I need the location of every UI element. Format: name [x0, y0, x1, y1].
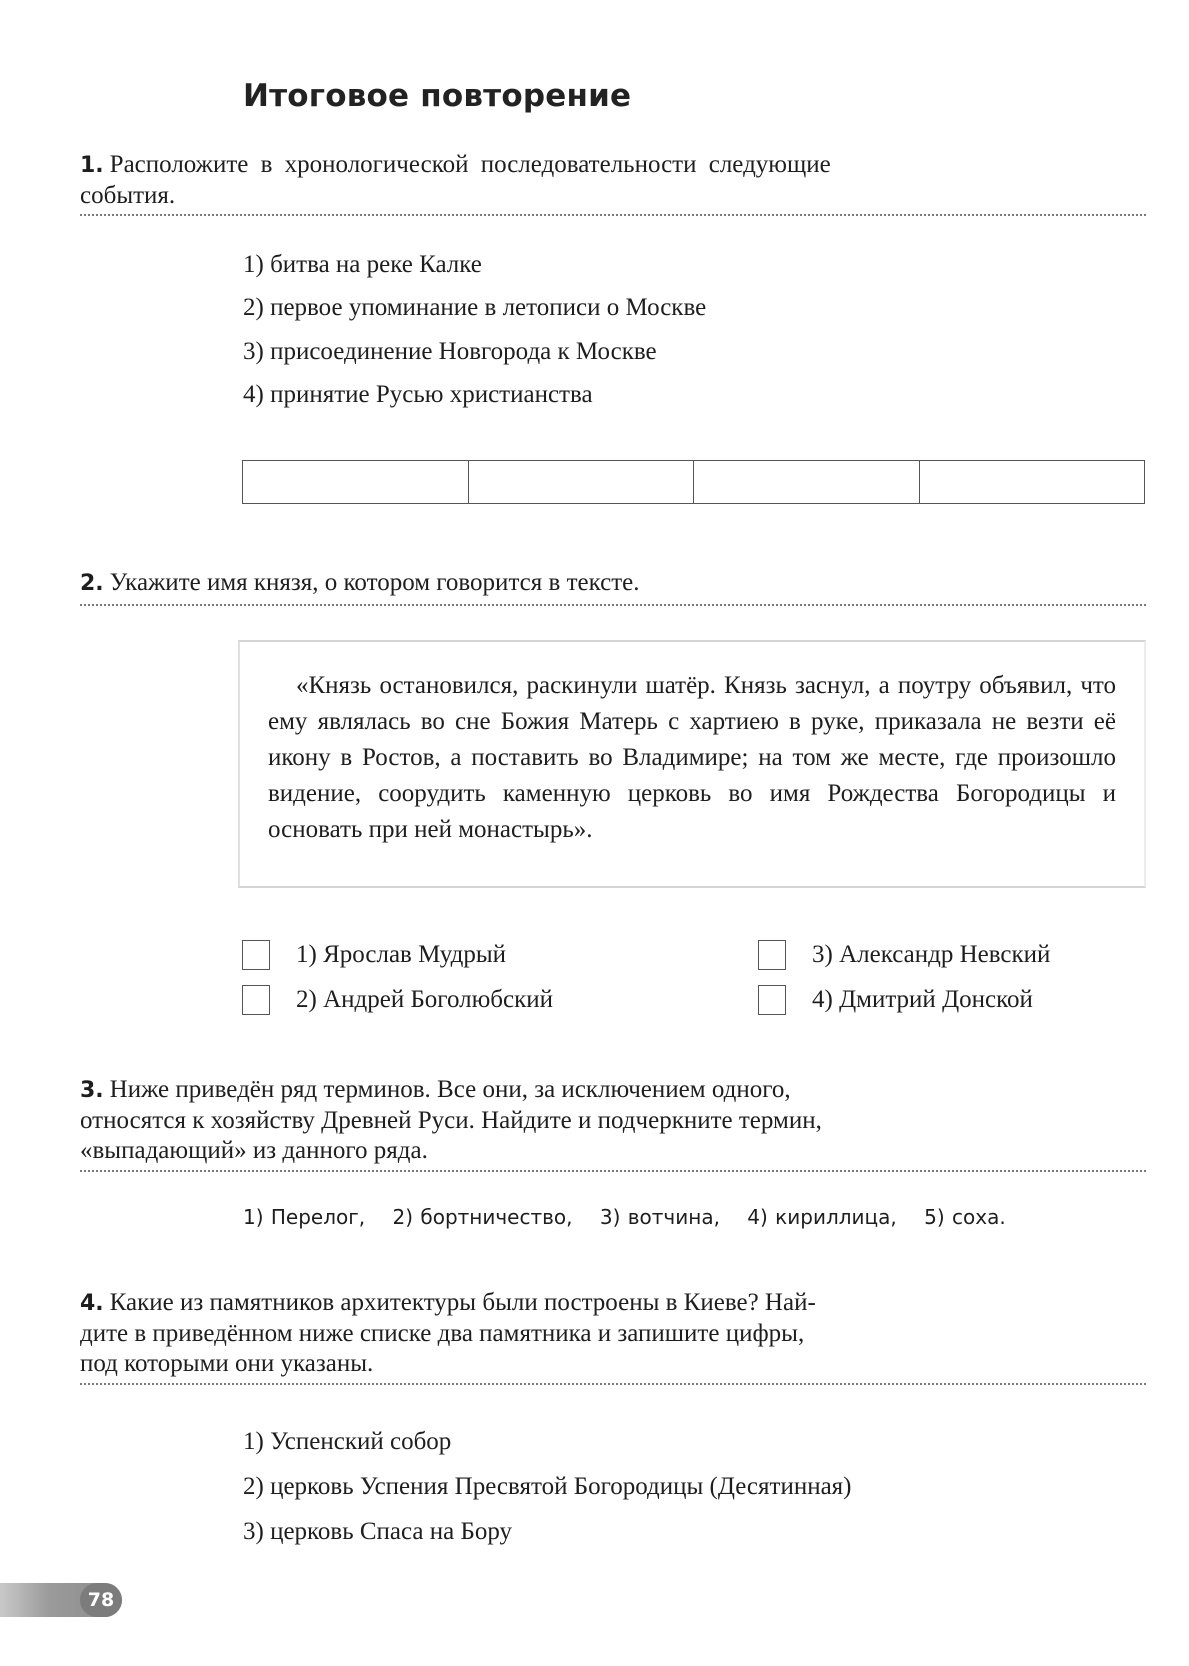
q2-quote-text: «Князь остановился, раскинули шатёр. Князь заснул, а поутру объявил, что ему являлась во сне Божия Матерь с хартиею в руке, приказала не везти её икону в Ростов, а поставить во Владимире; на том же месте, где произошло видение, соорудить каменную церковь во имя Рождества Богородицы и основать при ней монастырь».: [268, 672, 1116, 843]
q2-choice-1-label: 1) Ярослав Мудрый: [296, 941, 507, 968]
q3-terms-list: [243, 1205, 1026, 1229]
q3-term-2[interactable]: 2) бортничество,: [392, 1205, 573, 1229]
q1-answer-cell-2[interactable]: [469, 461, 695, 503]
question-2-number: 2.: [80, 571, 104, 596]
question-4-prompt: [80, 1288, 1080, 1379]
q4-option-3: 3) церковь Спаса на Бору: [243, 1518, 513, 1545]
question-3-number: 3.: [80, 1078, 104, 1103]
divider-q3: [80, 1170, 1146, 1172]
q2-choice-3-label: 3) Александр Невский: [812, 941, 1051, 968]
q2-choice-4-label: 4) Дмитрий Донской: [812, 986, 1033, 1013]
question-1-text-line2: события.: [80, 182, 176, 209]
q1-option-2: 2) первое упоминание в летописи о Москве: [243, 294, 707, 321]
question-3-text-line1: Ниже приведён ряд терминов. Все они, за исключением одного,: [109, 1076, 791, 1103]
q4-option-2: 2) церковь Успения Пресвятой Богородицы (Десятинная): [243, 1473, 852, 1500]
q3-term-5[interactable]: 5) соха.: [924, 1205, 1006, 1229]
question-1-prompt: [80, 150, 980, 211]
question-3-prompt: [80, 1075, 1080, 1166]
divider-q2: [80, 604, 1146, 606]
q2-choice-2[interactable]: [242, 985, 553, 1015]
q1-answer-cell-1[interactable]: [243, 461, 469, 503]
q4-option-1: 1) Успенский собор: [243, 1428, 452, 1455]
q3-term-4[interactable]: 4) кириллица,: [747, 1205, 897, 1229]
divider-q4: [80, 1383, 1146, 1385]
question-2-prompt: [80, 568, 980, 599]
question-3-text-line2: относятся к хозяйству Древней Руси. Найдите и подчеркните термин,: [80, 1107, 822, 1134]
question-1-text-line1: Расположите в хронологической последовательности следующие: [109, 151, 831, 178]
q3-term-3[interactable]: 3) вотчина,: [599, 1205, 720, 1229]
divider-q1: [80, 214, 1146, 216]
q2-quote-box: [238, 640, 1146, 888]
q1-option-3: 3) присоединение Новгорода к Москве: [243, 338, 657, 365]
page-number: 78: [80, 1583, 122, 1617]
question-4-text-line1: Какие из памятников архитектуры были построены в Киеве? Най-: [109, 1289, 816, 1316]
q2-choice-2-label: 2) Андрей Боголюбский: [296, 986, 553, 1013]
question-4-text-line2: дите в приведённом ниже списке два памятника и запишите цифры,: [80, 1320, 805, 1347]
question-1-number: 1.: [80, 153, 104, 178]
q2-choice-4[interactable]: [758, 985, 1033, 1015]
q3-term-1[interactable]: 1) Перелог,: [243, 1205, 366, 1229]
q1-answer-table: [242, 460, 1145, 504]
question-2-text: Укажите имя князя, о котором говорится в тексте.: [109, 569, 640, 596]
q1-answer-cell-4[interactable]: [920, 461, 1145, 503]
q1-answer-cell-3[interactable]: [694, 461, 920, 503]
q2-checkbox-1[interactable]: [242, 940, 270, 970]
q2-checkbox-4[interactable]: [758, 985, 786, 1015]
q2-checkbox-3[interactable]: [758, 940, 786, 970]
q2-checkbox-2[interactable]: [242, 985, 270, 1015]
page-title: Итоговое повторение: [243, 78, 632, 114]
q1-option-1: 1) битва на реке Калке: [243, 251, 482, 278]
q2-choice-1[interactable]: [242, 940, 506, 970]
question-4-number: 4.: [80, 1291, 104, 1316]
q1-option-4: 4) принятие Русью христианства: [243, 381, 593, 408]
question-3-text-line3: «выпадающий» из данного ряда.: [80, 1137, 428, 1164]
q2-choice-3[interactable]: [758, 940, 1050, 970]
question-4-text-line3: под которыми они указаны.: [80, 1350, 374, 1377]
